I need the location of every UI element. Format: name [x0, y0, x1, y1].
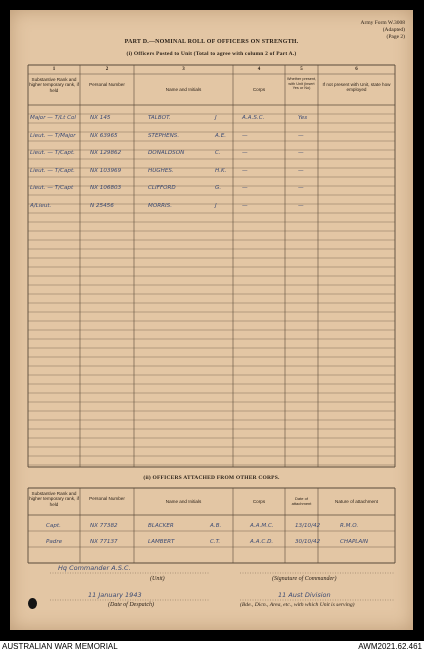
- caption-left: AUSTRALIAN WAR MEMORIAL: [2, 642, 118, 651]
- s1-cell-rank: Lieut. — T/Major: [30, 132, 76, 139]
- section2-title: (ii) OFFICERS ATTACHED FROM OTHER CORPS.: [143, 475, 280, 481]
- form-adapted: (Adapted): [382, 27, 405, 33]
- s2-header-rank: Substantive Rank and higher temporary rank, if held: [29, 491, 79, 507]
- archive-caption: [0, 641, 424, 653]
- header-name: Name and Initials: [165, 87, 202, 92]
- s1-cell-corps: —: [242, 150, 248, 156]
- s2-header-date: Date of attachment: [291, 496, 312, 507]
- table-grid: [10, 10, 413, 630]
- s1-cell-name: STEPHENS.: [148, 132, 180, 139]
- location-value: 11 Aust Division: [278, 591, 331, 599]
- s2-header-corps: Corps: [252, 499, 266, 504]
- s1-cell-present: —: [298, 167, 304, 174]
- s2-cell-nature: R.M.O.: [340, 523, 359, 529]
- s1-cell-rank: A/Lieut.: [30, 202, 52, 209]
- part-title: PART D.—NOMINAL ROLL OF OFFICERS ON STRENGTH.: [124, 39, 299, 45]
- s1-cell-present: —: [298, 202, 304, 209]
- location-label: (Bde., Dicn., Area, etc., with which Unit is serving): [240, 602, 355, 608]
- s2-cell-initials: A.B.: [210, 523, 222, 529]
- s1-cell-initials: J: [215, 115, 217, 121]
- s1-cell-name: DONALDSON: [148, 150, 185, 156]
- s1-cell-initials: C.: [215, 150, 221, 156]
- s1-cell-initials: A.E.: [215, 132, 227, 139]
- col-number-5: 5: [300, 67, 303, 72]
- col-number-1: 1: [52, 67, 56, 72]
- s1-cell-name: CLIFFORD: [148, 185, 176, 191]
- header-present: Whether present, with Unit (insert Yes or No): [286, 77, 317, 91]
- header-employed: If not present with Unit, state how employed: [322, 82, 391, 93]
- header-corps: Corps: [252, 87, 266, 92]
- s1-cell-number: NX 106803: [90, 185, 122, 191]
- s1-cell-corps: —: [242, 132, 248, 139]
- date-label: (Date of Despatch): [108, 602, 154, 608]
- s1-cell-rank: Lieut. — T/Capt.: [30, 150, 75, 156]
- col-number-2: 2: [105, 67, 109, 72]
- s1-cell-name: TALBOT.: [148, 115, 171, 121]
- s2-cell-rank: Capt.: [46, 523, 61, 529]
- caption-right: AWM2021.62.461: [358, 642, 422, 651]
- col-number-3: 3: [182, 67, 185, 72]
- s2-cell-date: 13/10/42: [295, 523, 321, 529]
- s2-header-name: Name and Initials: [165, 499, 202, 504]
- form-page: (Page 2): [386, 34, 405, 40]
- s2-cell-number: NX 77137: [90, 539, 118, 545]
- s2-cell-date: 30/10/42: [295, 539, 321, 545]
- s2-cell-nature: CHAPLAIN: [340, 539, 369, 545]
- s1-cell-corps: —: [242, 202, 248, 209]
- s1-cell-name: MORRIS.: [148, 202, 172, 209]
- s1-cell-corps: A.A.S.C.: [242, 115, 265, 121]
- s2-cell-corps: A.A.M.C.: [250, 523, 274, 529]
- unit-value: Hq Commander A.S.C.: [58, 564, 131, 572]
- s1-cell-corps: —: [242, 167, 248, 174]
- s1-cell-rank: Lieut. — T/Capt: [30, 185, 74, 191]
- form-sheet: [10, 10, 413, 630]
- s1-cell-rank: Lieut. — T/Capt.: [30, 167, 75, 174]
- s2-header-personal-number: Personal Number: [89, 496, 125, 501]
- s1-cell-number: NX 145: [90, 115, 111, 121]
- s1-cell-corps: —: [242, 185, 248, 191]
- header-personal-number: Personal Number: [89, 82, 125, 87]
- s1-cell-number: NX 129862: [90, 150, 122, 156]
- s1-cell-rank: Major — T/Lt Col: [30, 115, 76, 121]
- s2-cell-name: LAMBERT: [148, 539, 175, 545]
- s1-cell-initials: G.: [215, 185, 222, 191]
- s2-cell-corps: A.A.C.D.: [250, 539, 274, 545]
- unit-label: (Unit): [150, 576, 165, 582]
- s1-cell-present: —: [298, 185, 304, 191]
- s1-cell-initials: J: [215, 202, 217, 209]
- s2-cell-rank: Padre: [46, 539, 63, 545]
- col-number-6: 6: [355, 67, 358, 72]
- s1-cell-number: N 25456: [90, 202, 114, 209]
- col-number-4: 4: [257, 67, 261, 72]
- header-rank: Substantive Rank and higher temporary rank, if held: [29, 77, 79, 93]
- s2-cell-initials: C.T.: [210, 539, 221, 545]
- s1-cell-initials: H.K.: [215, 167, 227, 174]
- s1-cell-name: HUGHES.: [148, 167, 174, 174]
- s2-cell-number: NX 77382: [90, 523, 118, 529]
- signature-label: (Signature of Commander): [272, 576, 337, 582]
- s2-cell-name: BLACKER: [148, 523, 174, 529]
- punch-hole: [28, 598, 37, 609]
- s2-header-nature: Nature of attachment: [335, 499, 378, 504]
- s1-cell-present: —: [298, 132, 304, 139]
- s1-cell-present: Yes: [298, 115, 308, 121]
- section1-title: (i) Officers Posted to Unit (Total to agree with column 2 of Part A.): [126, 51, 297, 57]
- form-number: Army Form W.3008: [360, 20, 405, 26]
- date-value: 11 January 1943: [88, 591, 142, 599]
- s1-cell-number: NX 63965: [90, 132, 118, 139]
- s1-cell-present: —: [298, 150, 304, 156]
- s1-cell-number: NX 103969: [90, 167, 122, 174]
